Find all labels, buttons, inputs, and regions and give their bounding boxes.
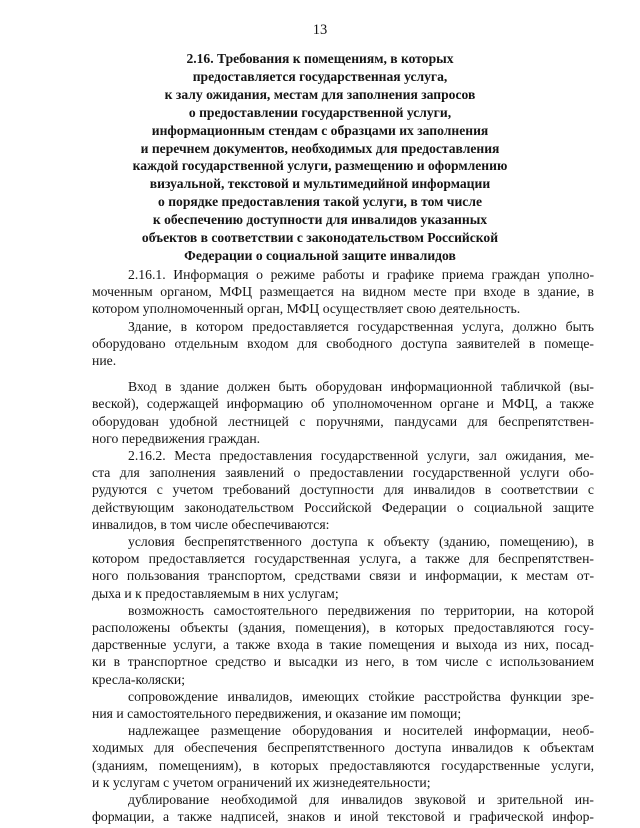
paragraph-line: 2.16.1. Информация о режиме работы и графике приема граждан уполно- [128, 267, 594, 282]
paragraph [92, 791, 594, 825]
heading-line: о предоставлении государственной услуги, [188, 104, 452, 120]
paragraph-line: дыха и к предоставляемым в них услугам; [92, 585, 339, 601]
paragraph-line: ния и самостоятельного передвижения, и оказание им помощи; [92, 706, 462, 722]
heading-line: о порядке предоставления такой услуги, в том числе [158, 194, 482, 210]
paragraph-line: ние. [92, 353, 117, 369]
paragraph-line: надлежащее размещение оборудования и носителей информации, необ- [128, 723, 594, 739]
heading-line: к залу ожидания, местам для заполнения запросов [164, 86, 476, 102]
paragraph-line: веской), содержащей информацию об уполномоченном органе и МФЦ, а также [92, 396, 594, 412]
paragraph-line: 2.16.2. Места предоставления государственной услуги, зал ожидания, ме- [128, 448, 594, 464]
paragraph-line: условия беспрепятственного доступа к объекту (зданию, помещению), в [128, 534, 594, 550]
paragraph [92, 602, 594, 688]
heading-line: 2.16. Требования к помещениям, в которых [186, 51, 454, 66]
body-text [92, 266, 594, 826]
paragraph-line: дублирование необходимой для инвалидов звуковой и зрительной ин- [128, 792, 594, 808]
paragraph-line: Вход в здание должен быть оборудован информационной табличкой (вы- [128, 379, 594, 395]
paragraph-line: формации, а также надписей, знаков и иной текстовой и графической инфор- [92, 809, 594, 825]
paragraph-line: оборудовано отдельным входом для свободного доступа заявителей в помеще- [92, 335, 594, 351]
heading-line: визуальной, текстовой и мультимедийной информации [149, 176, 491, 192]
section-heading [92, 50, 548, 265]
paragraph-line: ста для заполнения заявлений о предоставлении государственной услуги обо- [92, 465, 594, 481]
paragraph-line: Здание, в котором предоставляется государственная услуга, должно быть [128, 318, 594, 334]
paragraph-line: ходимых для обеспечения беспрепятственного доступа инвалидов к объектам [92, 740, 594, 756]
paragraph-line: ного пользования транспортом, средствами связи и информации, к местам от- [92, 568, 594, 584]
heading-line: Федерации о социальной защите инвалидов [184, 247, 456, 263]
paragraph [92, 318, 594, 370]
paragraph [92, 533, 594, 602]
heading-line: каждой государственной услуги, размещению и оформлению [132, 158, 508, 174]
paragraph-line: (зданиям, помещениям), в которых предоставляются государственные услуги, [92, 757, 594, 773]
paragraph-line: инвалидов, в том числе обеспечиваются: [92, 516, 330, 532]
paragraph-line: сопровождение инвалидов, имеющих стойкие расстройства функции зре- [128, 688, 594, 704]
paragraph [92, 266, 594, 318]
paragraph-line: дарственные услуги, а также входа в такие помещения и выхода из них, посад- [92, 637, 594, 653]
paragraph [92, 722, 594, 791]
paragraph-line: котором уполномоченный орган, МФЦ осуществляет свою деятельность. [92, 301, 521, 317]
paragraph-line: возможность самостоятельного передвижения по территории, на которой [128, 602, 594, 618]
paragraph [92, 378, 594, 447]
paragraph [92, 447, 594, 533]
paragraph-line: кресла-коляски; [92, 671, 186, 687]
paragraph-line: оборудован удобной лестницей с поручнями, пандусами для беспрепятствен- [92, 413, 594, 429]
page-number: 13 [312, 22, 328, 38]
paragraph-line: котором предоставляется государственная услуга, а также для беспрепятствен- [92, 551, 594, 567]
paragraph-line: рудуются с учетом требований доступности для инвалидов в соответствии с [92, 482, 594, 498]
paragraph-line: ки в транспортное средство и высадки из него, в том числе с использованием [92, 654, 594, 670]
heading-line: объектов в соответствии с законодательством Российской [141, 230, 499, 246]
paragraph-line: действующим законодательством Российской Федерации о социальной защите [92, 499, 594, 515]
heading-line: информационным стендам с образцами их заполнения [151, 122, 489, 138]
heading-line: и перечнем документов, необходимых для предоставления [140, 140, 500, 156]
heading-line: предоставляется государственная услуга, [192, 68, 448, 84]
paragraph-line: ного передвижения граждан. [92, 430, 261, 446]
paragraph-line: расположены объекты (здания, помещения), в которых предоставляются госу- [92, 620, 594, 636]
paragraph-spacer [92, 369, 594, 378]
paragraph [92, 688, 594, 722]
heading-line: к обеспечению доступности для инвалидов указанных [152, 212, 488, 228]
paragraph-line: и к услугам с учетом ограничений их жизнедеятельности; [92, 774, 431, 790]
paragraph-line: моченным органом, МФЦ размещается на видном месте при входе в здание, в [92, 284, 594, 300]
